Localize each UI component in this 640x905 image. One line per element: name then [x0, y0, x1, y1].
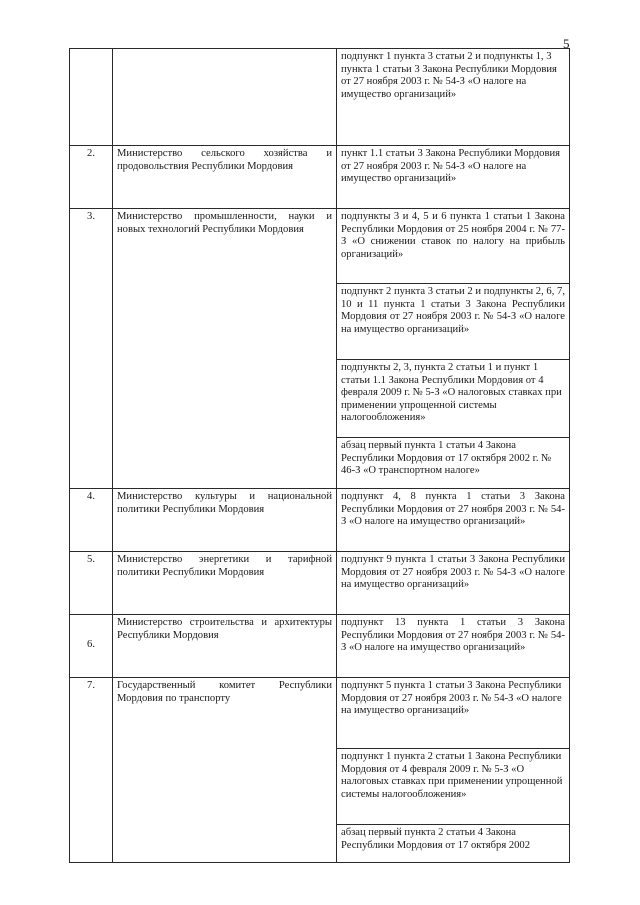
table-row: [70, 552, 570, 615]
table-row: [70, 209, 570, 284]
row-number: 4.: [70, 489, 113, 552]
organization-name: Министерство сельского хозяйства и продовольствия Республики Мордовия: [113, 146, 337, 209]
row-number: 5.: [70, 552, 113, 615]
row-number: 6.: [70, 615, 113, 678]
organization-name: Министерство энергетики и тарифной политики Республики Мордовия: [113, 552, 337, 615]
law-reference: пункт 1.1 статьи 3 Закона Республики Мордовия от 27 ноября 2003 г. № 54-З «О налоге на имущество организаций»: [337, 146, 570, 209]
law-reference: подпункт 1 пункта 3 статьи 2 и подпункты 1, 3 пункта 1 статьи 3 Закона Республики Мордовия от 27 ноября 2003 г. № 54-З «О налоге на имущество организаций»: [337, 49, 570, 146]
organization-name: Министерство строительства и архитектуры Республики Мордовия: [113, 615, 337, 678]
law-reference: подпункт 5 пункта 1 статьи 3 Закона Республики Мордовия от 27 ноября 2003 г. № 54-З «О налоге на имущество организаций»: [337, 678, 570, 749]
row-number: 3.: [70, 209, 113, 489]
table-row: [70, 489, 570, 552]
law-reference: подпункт 13 пункта 1 статьи 3 Закона Республики Мордовия от 27 ноября 2003 г. № 54-З «О налоге на имущество организаций»: [337, 615, 570, 678]
law-reference: подпункт 2 пункта 3 статьи 2 и подпункты 2, 6, 7, 10 и 11 пункта 1 статьи 3 Закона Республики Мордовия от 27 ноября 2003 г. № 54-З «О налоге на имущество организаций»: [337, 284, 570, 360]
law-reference: подпункты 2, 3, пункта 2 статьи 1 и пункт 1 статьи 1.1 Закона Республики Мордовия от 4 февраля 2009 г. № 5-З «О налоговых ставках при применении упрощенной системы налогообложения»: [337, 360, 570, 438]
law-reference: подпункт 9 пункта 1 статьи 3 Закона Республики Мордовия от 27 ноября 2003 г. № 54-З «О налоге на имущество организаций»: [337, 552, 570, 615]
organization-name: Министерство промышленности, науки и новых технологий Республики Мордовия: [113, 209, 337, 489]
table-row: [70, 146, 570, 209]
law-reference: абзац первый пункта 1 статьи 4 Закона Республики Мордовия от 17 октября 2002 г. № 46-З «О транспортном налоге»: [337, 438, 570, 489]
table-row: [70, 49, 570, 146]
page-number: 5: [563, 36, 570, 51]
row-number: 7.: [70, 678, 113, 863]
table-row: [70, 615, 570, 678]
law-reference: абзац первый пункта 2 статьи 4 Закона Республики Мордовия от 17 октября 2002: [337, 825, 570, 863]
organization-name: Министерство культуры и национальной политики Республики Мордовия: [113, 489, 337, 552]
benefits-table: [69, 48, 570, 863]
organization-name: Государственный комитет Республики Мордовия по транспорту: [113, 678, 337, 863]
row-number: 2.: [70, 146, 113, 209]
row-number: [70, 49, 113, 146]
table-row: [70, 678, 570, 749]
law-reference: подпункт 4, 8 пункта 1 статьи 3 Закона Республики Мордовия от 27 ноября 2003 г. № 54-З «О налоге на имущество организаций»: [337, 489, 570, 552]
organization-name: [113, 49, 337, 146]
law-reference: подпункты 3 и 4, 5 и 6 пункта 1 статьи 1 Закона Республики Мордовия от 25 ноября 2004 г. № 77-З «О снижении ставок по налогу на прибыль организаций»: [337, 209, 570, 284]
law-reference: подпункт 1 пункта 2 статьи 1 Закона Республики Мордовия от 4 февраля 2009 г. № 5-З «О налоговых ставках при применении упрощенной системы налогообложения»: [337, 749, 570, 825]
